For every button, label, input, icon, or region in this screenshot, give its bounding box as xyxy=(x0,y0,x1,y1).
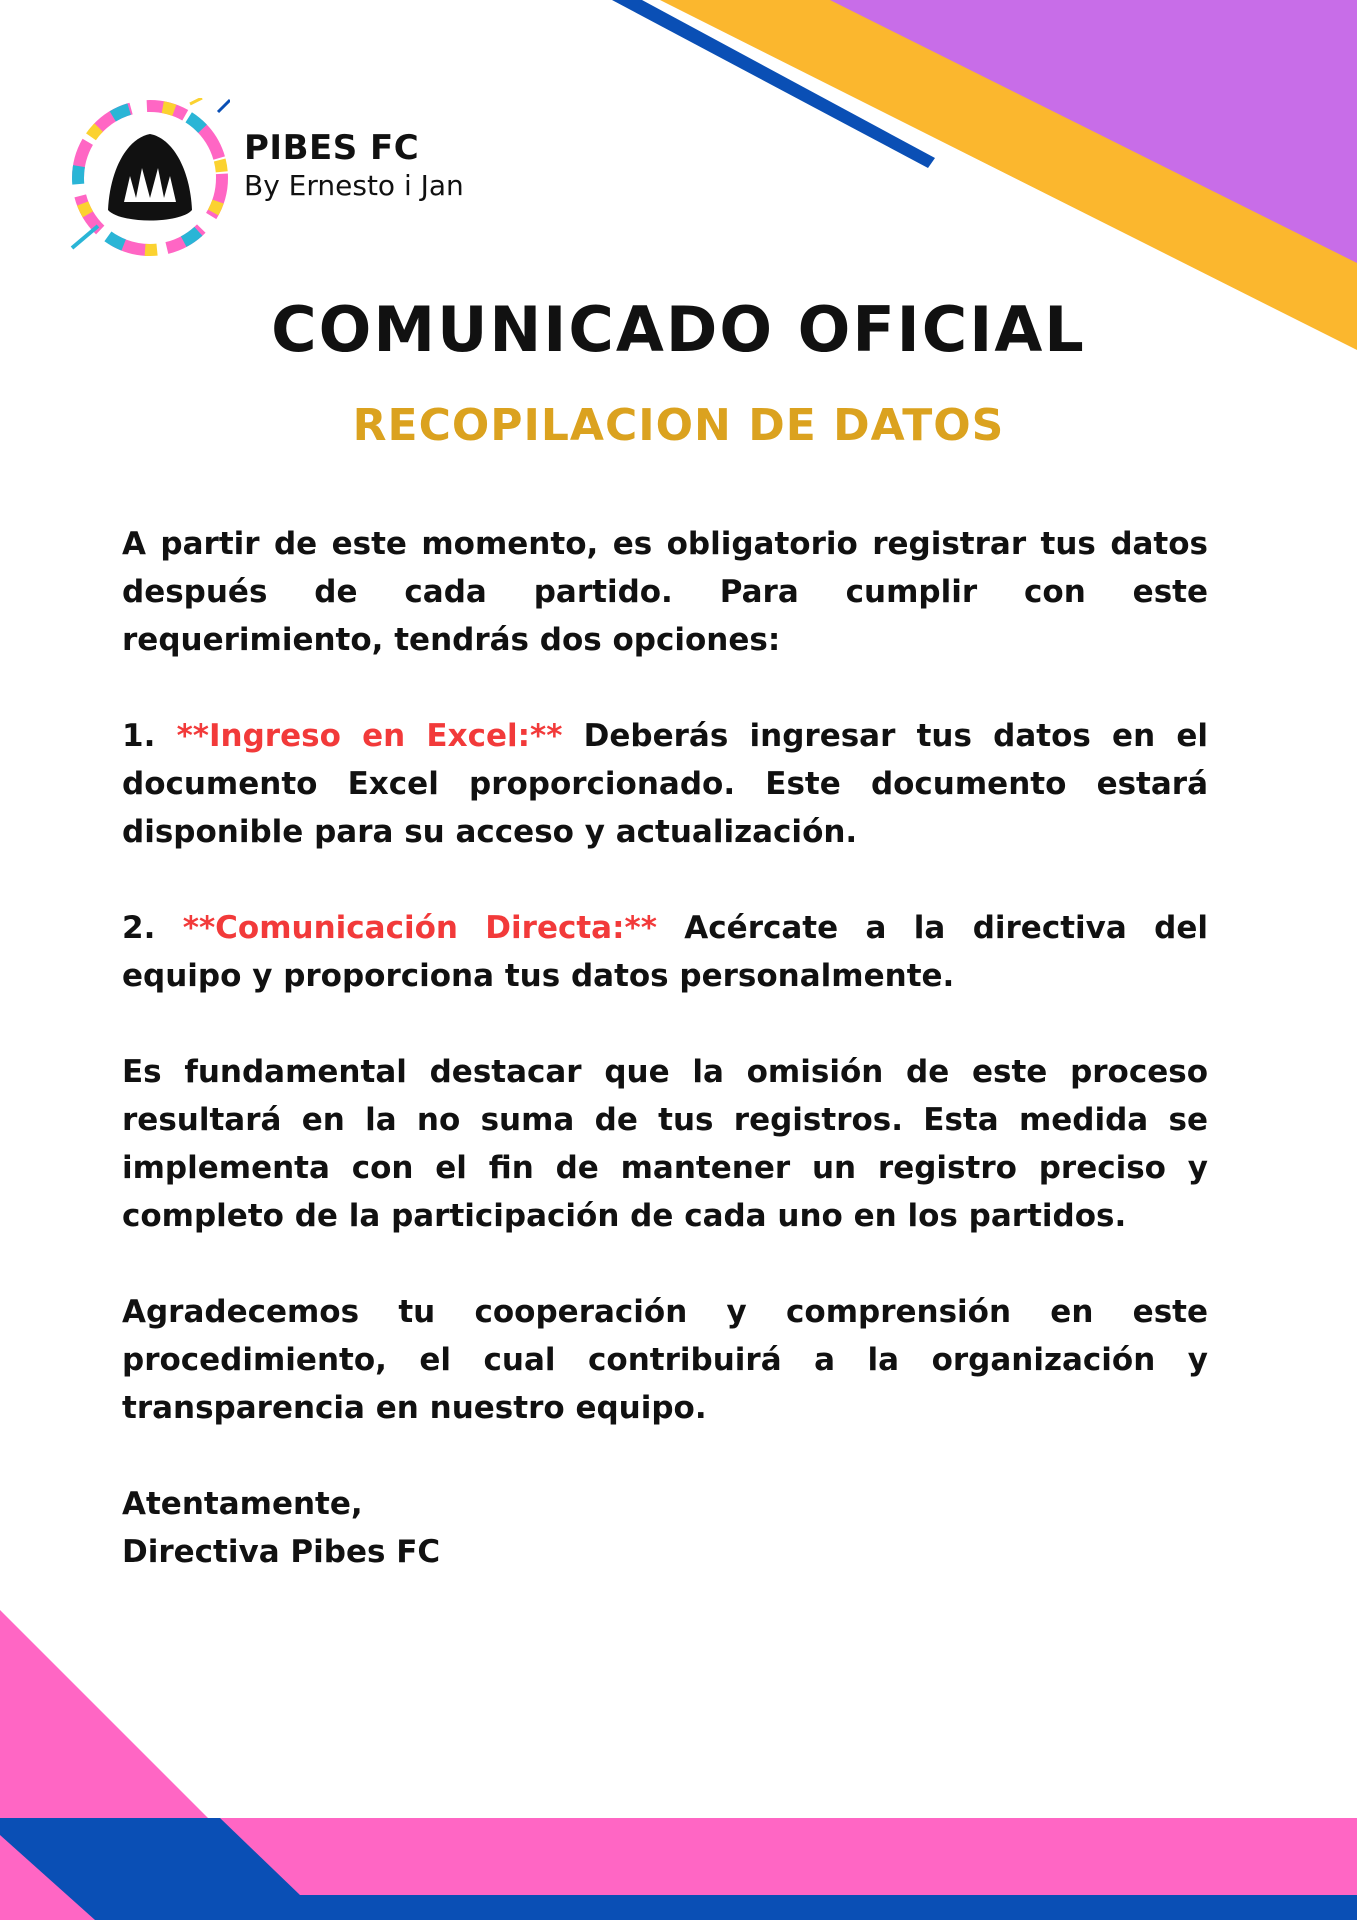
brand-name: PIBES FC xyxy=(244,128,420,168)
page-title: COMUNICADO OFICIAL xyxy=(271,293,1086,366)
brand-subtitle: By Ernesto i Jan xyxy=(244,169,464,202)
option-1-label: **Ingreso en Excel:** xyxy=(176,718,563,754)
option-1-number: 1. xyxy=(122,718,156,754)
option-2-text: Acércate a la directiva del equipo y proporciona tus datos personalmente. xyxy=(122,910,1208,994)
option-2-label: **Comunicación Directa:** xyxy=(182,910,657,946)
signature-signer: Directiva Pibes FC xyxy=(122,1534,441,1570)
option-2-paragraph xyxy=(122,904,1208,1000)
option-1-text: Deberás ingresar tus datos en el documento Excel proporcionado. Este documento estará disponible para su acceso y actualización. xyxy=(122,718,1209,850)
thanks-paragraph: Agradecemos tu cooperación y comprensión en este procedimiento, el cual contribuirá a la organización y transparencia en nuestro equipo. xyxy=(122,1294,1208,1426)
option-1-paragraph xyxy=(122,712,1208,856)
importance-paragraph: Es fundamental destacar que la omisión de este proceso resultará en la no suma de tus registros. Esta medida se implementa con el fin de mantener un registro preciso y completo de la participación de cada uno en los partidos. xyxy=(122,1054,1208,1234)
brand-block xyxy=(244,128,464,204)
intro-paragraph: A partir de este momento, es obligatorio registrar tus datos después de cada partido. Para cumplir con este requerimiento, tendrás dos opciones: xyxy=(122,526,1208,658)
document-body xyxy=(122,520,1208,1576)
signature-closing: Atentamente, xyxy=(122,1486,363,1522)
shark-mouth-logo-icon xyxy=(70,98,230,258)
option-2-number: 2. xyxy=(122,910,156,946)
page-subtitle: RECOPILACION DE DATOS xyxy=(352,400,1005,451)
